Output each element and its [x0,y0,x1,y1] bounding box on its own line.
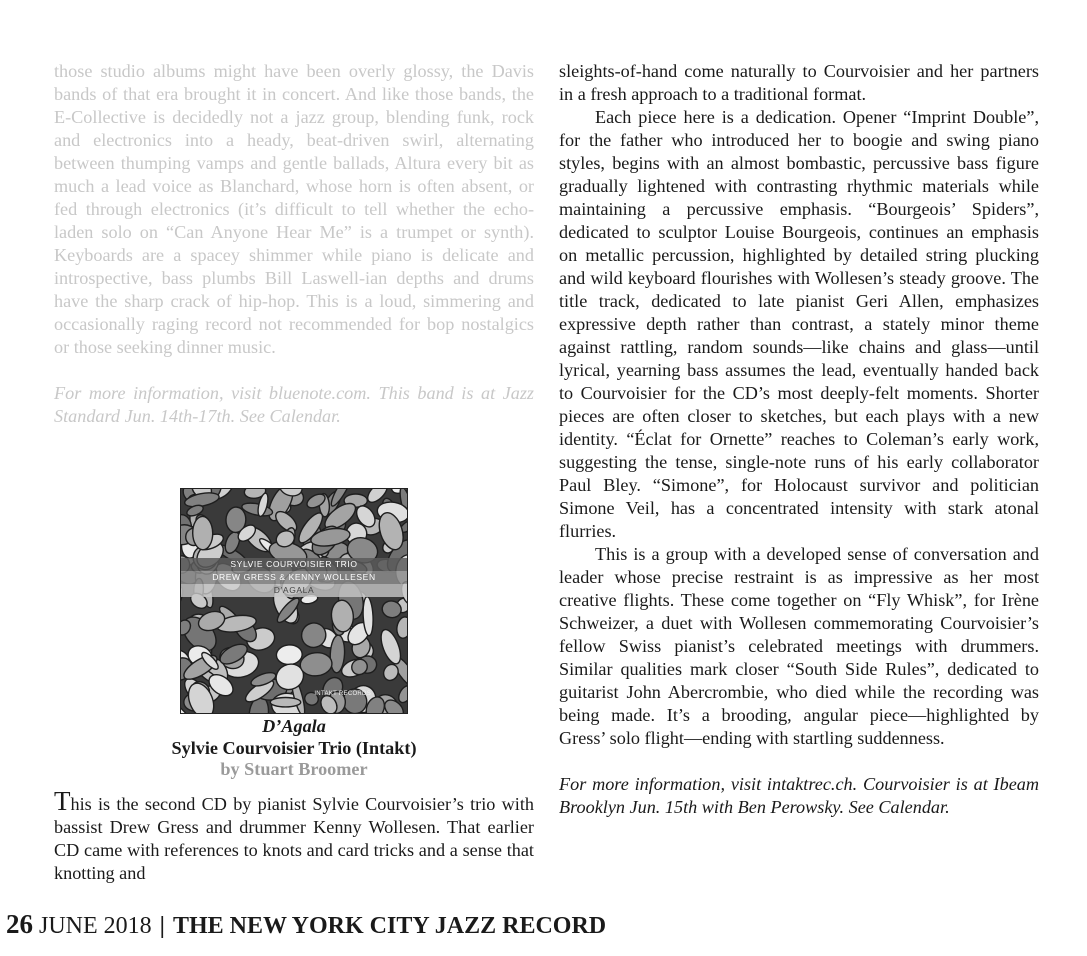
page-footer [6,907,606,943]
review-paragraph-3: This is a group with a developed sense of conversation and leader whose precise restraint is as impressive as her most creative flights. These come together on “Fly Whisk”, for Irène Schweizer, a duet with Wollesen commemorating Courvoisier’s fellow Swiss pianist’s celebrated meetings with drummers. Similar qualities mark closer “South Side Rules”, dedicated to guitarist John Abercrombie, who died while the recording was being made. It’s a brooding, angular piece—highlighted by Gress’ solo flight—ending with startling suddenness. [559,544,1039,748]
review-info: For more information, visit intaktrec.ch. Courvoisier is at Ibeam Brooklyn Jun. 15th with Ben Perowsky. See Calendar. [559,774,1039,817]
drop-cap: T [54,786,71,816]
previous-review-column [54,60,534,428]
album-cover-band-title: D’AGALA [181,584,407,597]
album-cover-band-artist: SYLVIE COURVOISIER TRIO [181,558,407,571]
review-byline: by Stuart Broomer [220,759,368,779]
footer-separator: | [159,913,165,939]
review-paragraph-2: Each piece here is a dedication. Opener “Imprint Double”, for the father who introduced her to boogie and swing piano styles, begins with an almost bombastic, percussive bass figure gradually lightened with contrasting rhythmic materials while maintaining a percussive emphasis. “Bourgeois’ Spiders”, dedicated to sculptor Louise Bourgeois, continues an emphasis on metallic percussion, highlighted by detailed string plucking and wild keyboard flourishes with Wollesen’s steady groove. The title track, dedicated to late pianist Geri Allen, emphasizes expressive depth rather than contrast, a stately minor theme against rattling, random sounds—like chains and glass—until lyrical, yearning bass assumes the lead, eventually handed back to Courvoisier for the CD’s most deeply-felt moments. Shorter pieces are often closer to sketches, but each plays with a new identity. “Éclat for Ornette” reaches to Coleman’s early work, suggesting the tense, single-note runs of his early collaborator Paul Bley. “Simone”, for Holocaust survivor and politician Simone Veil, has a concentrated intensity with stark atonal flurries. [559,107,1039,541]
review-opening-text: his is the second CD by pianist Sylvie Courvoisier’s trio with bassist Drew Gress and drummer Kenny Wollesen. That earlier CD came with references to knots and card tricks and a sense that knotting and [54,794,534,883]
review-column-right [559,60,1039,819]
publication-name: THE NEW YORK CITY JAZZ RECORD [172,913,607,939]
previous-review-info: For more information, visit bluenote.com. This band is at Jazz Standard Jun. 14th-17th. See Calendar. [54,383,534,426]
album-cover-band-sidemen: DREW GRESS & KENNY WOLLESEN [181,571,407,584]
album-cover-label: INTAKT RECORDS [314,691,371,697]
page-number: 26 [6,909,33,939]
review-opening [54,786,534,885]
album-cover-art [181,489,408,714]
review-paragraph-1: sleights-of-hand come naturally to Courvoisier and her partners in a fresh approach to a traditional format. [559,61,1039,104]
previous-review-text: those studio albums might have been overly glossy, the Davis bands of that era brought it in concert. And like those bands, the E-Collective is decidedly not a jazz group, blending funk, rock and electronics into a heady, beat-driven swirl, alternating between thumping vamps and gentle ballads, Altura every bit as much a lead voice as Blanchard, whose horn is often absent, or fed through electronics (it’s difficult to tell whether the echo-laden solo on “Can Anyone Hear Me” is a trumpet or synth). Keyboards are a spacey shimmer while piano is delicate and introspective, bass plumbs Bill Laswell-ian depths and drums have the sharp crack of hip-hop. This is a loud, simmering and occasionally raging record not recommended for bop nostalgics or those seeking dinner music. [54,61,534,357]
album-title: D’Agala [262,716,326,736]
issue-date: JUNE 2018 [39,913,152,939]
album-cover [180,488,408,714]
album-artist: Sylvie Courvoisier Trio (Intakt) [171,738,417,758]
